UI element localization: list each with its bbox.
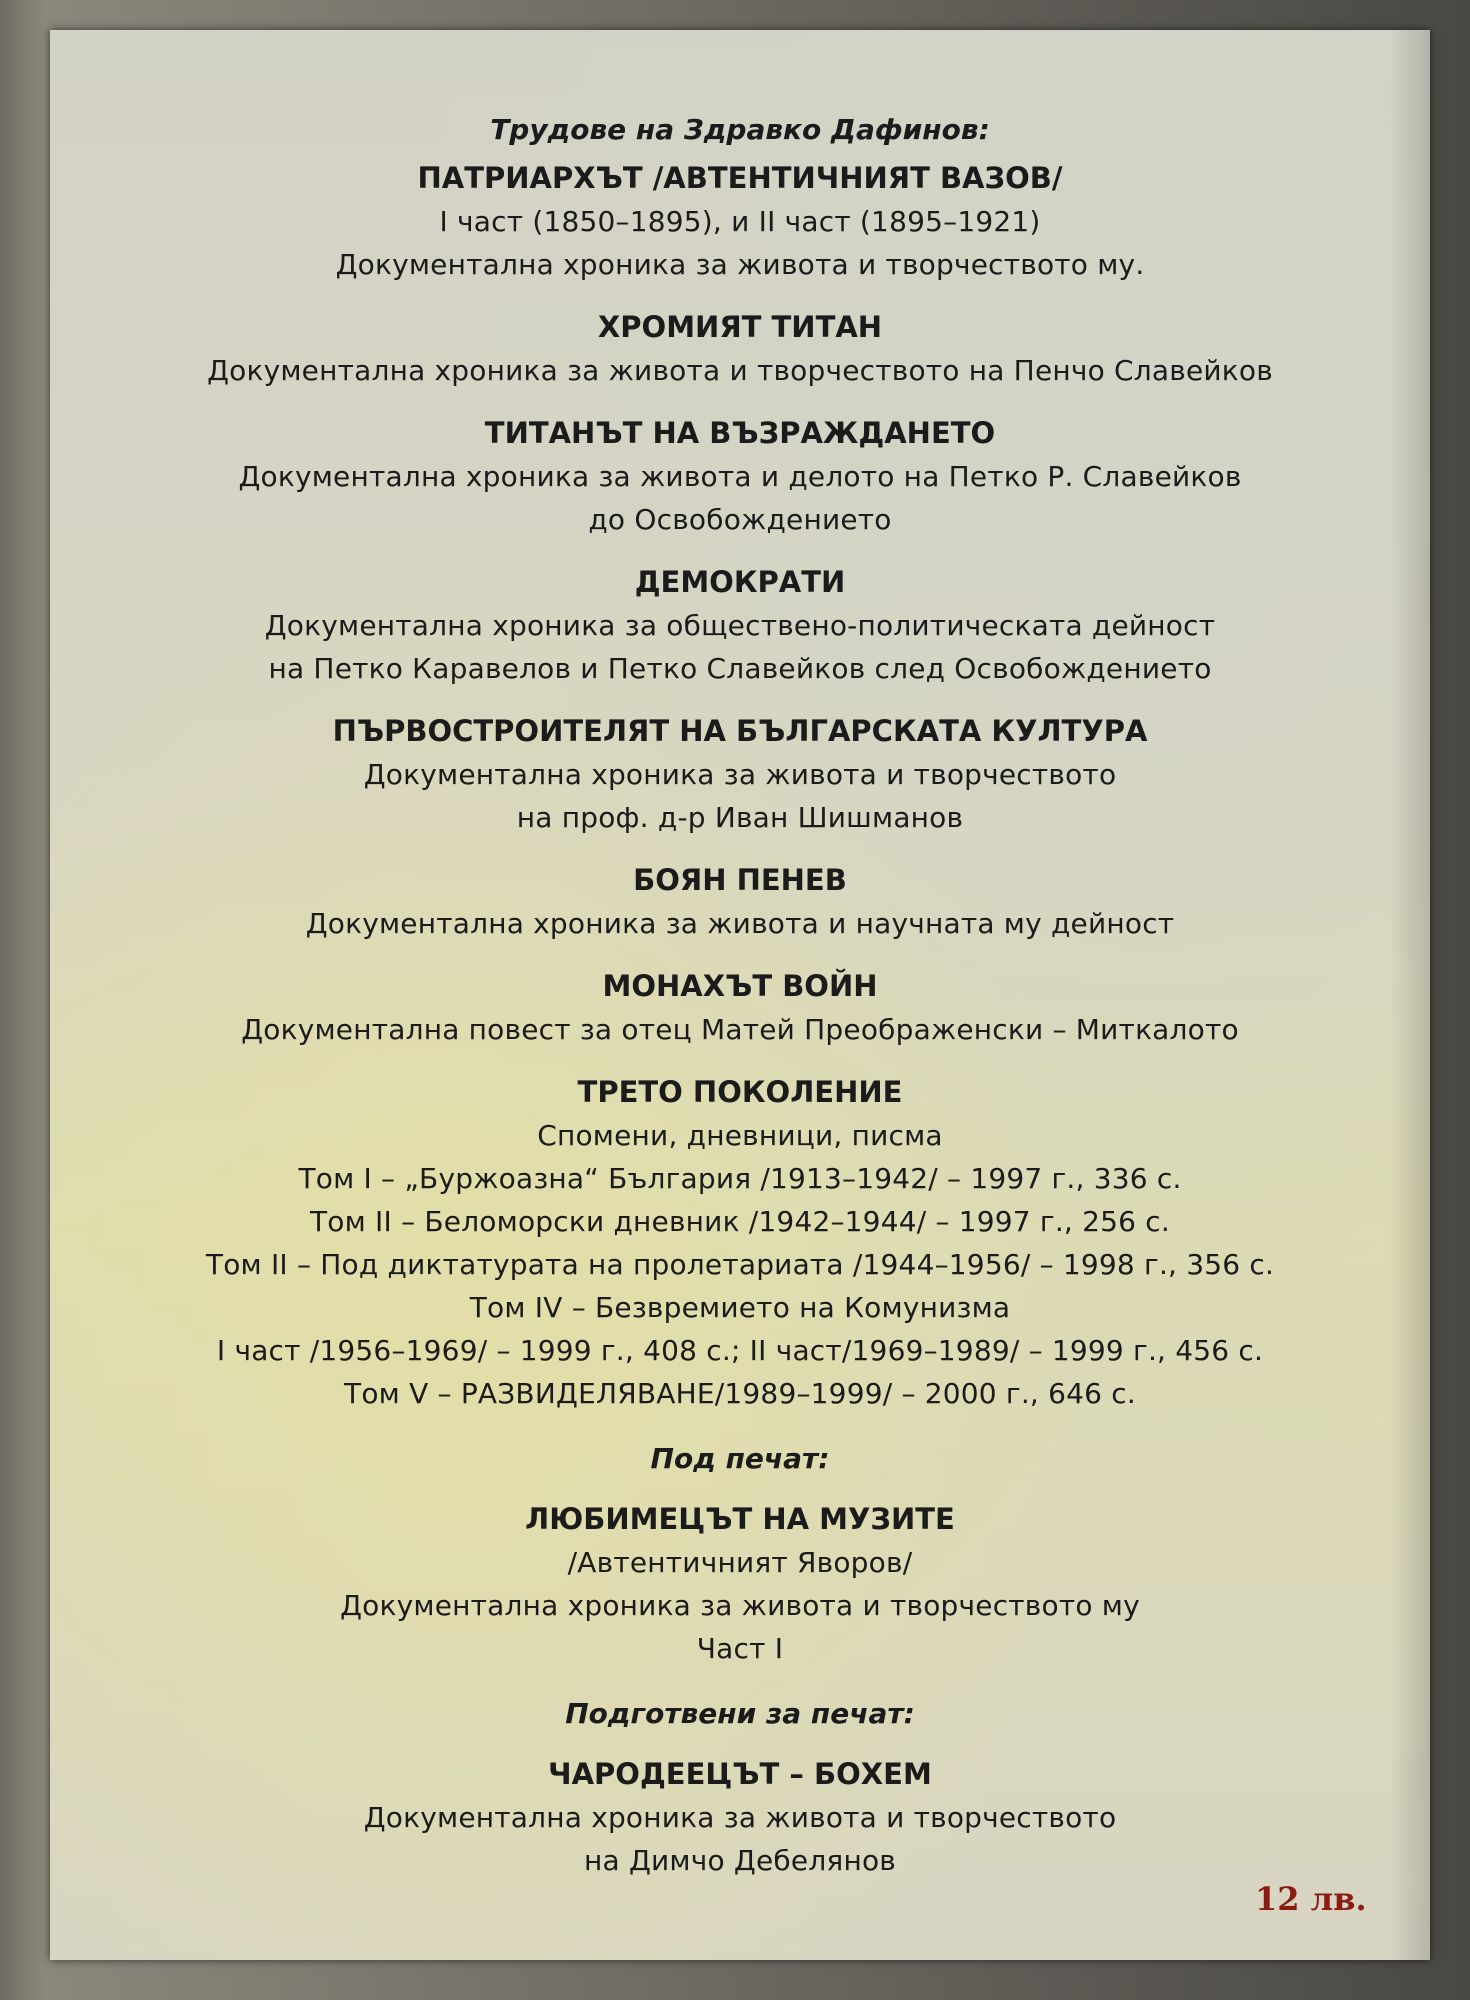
work-title: МОНАХЪТ ВОЙН — [602, 969, 878, 1003]
cover-text — [50, 108, 1430, 1882]
work-line: на проф. д-р Иван Шишманов — [516, 801, 964, 834]
in-print-line: Част I — [696, 1632, 784, 1665]
volume-line: Том I – „Буржоазна“ България /1913–1942/ – 1997 г., 336 с. — [298, 1162, 1182, 1195]
work-line: Документална хроника за живота и творчеството му. — [335, 248, 1145, 281]
in-print-heading: Под печат: — [650, 1442, 830, 1475]
work-line: Документална хроника за живота и делото на Петко Р. Славейков — [238, 460, 1242, 493]
prepared-title: ЧАРОДЕЕЦЪТ – БОХЕМ — [548, 1757, 932, 1791]
volume-line: Том IV – Безвремието на Комунизма — [469, 1291, 1011, 1324]
prepared-heading: Подготвени за печат: — [565, 1697, 915, 1730]
price-label: 12 лв. — [1255, 1880, 1367, 1918]
work-line: I част (1850–1895), и II част (1895–1921) — [439, 205, 1041, 238]
work-title: ТИТАНЪТ НА ВЪЗРАЖДАНЕТО — [484, 416, 996, 450]
work-line: Документална хроника за обществено-политическата дейност — [264, 609, 1216, 642]
volume-line: Том V – РАЗВИДЕЛЯВАНЕ/1989–1999/ – 2000 г., 646 с. — [344, 1377, 1136, 1410]
volume-line: Том II – Беломорски дневник /1942–1944/ – 1997 г., 256 с. — [310, 1205, 1170, 1238]
work-line: до Освобождението — [588, 503, 892, 536]
work-title: ПЪРВОСТРОИТЕЛЯТ НА БЪЛГАРСКАТА КУЛТУРА — [332, 714, 1148, 748]
work-line: Документална хроника за живота и творчеството — [363, 758, 1117, 791]
volume-line: I част /1956–1969/ – 1999 г., 408 с.; II част/1969–1989/ – 1999 г., 456 с. — [216, 1334, 1264, 1367]
work-title: ТРЕТО ПОКОЛЕНИЕ — [577, 1075, 903, 1109]
work-line: Документална повест за отец Матей Преображенски – Миткалото — [241, 1013, 1239, 1046]
in-print-line: /Автентичният Яворов/ — [567, 1546, 913, 1579]
prepared-line: Документална хроника за живота и творчеството — [363, 1801, 1117, 1834]
prepared-line: на Димчо Дебелянов — [583, 1844, 896, 1877]
in-print-title: ЛЮБИМЕЦЪТ НА МУЗИТЕ — [525, 1502, 955, 1536]
works-heading: Трудове на Здравко Дафинов: — [490, 113, 990, 146]
in-print-line: Документална хроника за живота и творчеството му — [340, 1589, 1140, 1622]
work-line: Документална хроника за живота и творчеството на Пенчо Славейков — [207, 354, 1273, 387]
work-line: Документална хроника за живота и научната му дейност — [305, 907, 1175, 940]
work-title: ДЕМОКРАТИ — [634, 565, 846, 599]
work-title: ПАТРИАРХЪТ /АВТЕНТИЧНИЯТ ВАЗОВ/ — [417, 161, 1063, 195]
book-back-cover — [50, 30, 1430, 1960]
work-line: на Петко Каравелов и Петко Славейков след Освобождението — [268, 652, 1212, 685]
volume-line: Том II – Под диктатурата на пролетариата /1944–1956/ – 1998 г., 356 с. — [205, 1248, 1275, 1281]
work-title: БОЯН ПЕНЕВ — [633, 863, 847, 897]
work-title: ХРОМИЯТ ТИТАН — [597, 310, 883, 344]
work-line: Спомени, дневници, писма — [537, 1119, 943, 1152]
